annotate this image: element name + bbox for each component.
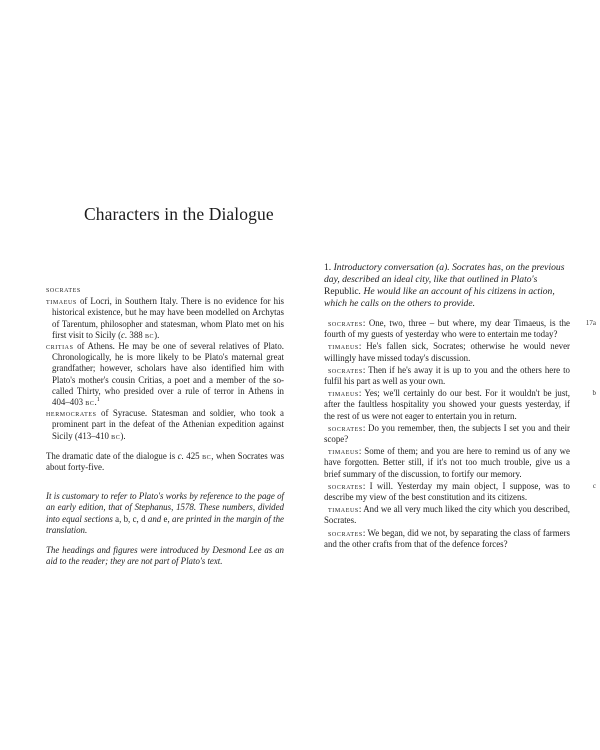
speaker-name: timaeus [328,446,359,457]
section-heading [324,262,570,310]
character-name: hermocrates [46,408,97,419]
section-letter-e: e [163,513,168,524]
dialogue-text [324,262,596,550]
character-description: of Locri, in Southern Italy. There is no evidence for his historical existence, but he may have been modelled on Archytas of Tarentum, philosopher and statesman, whom Plato met on his first visit to Sicily ( [52,296,284,340]
year-text: 388 [127,329,145,340]
speech-line [324,446,570,480]
footnote-marker: 1 [96,397,100,404]
closing-punct: . [94,397,97,408]
speaker-name: timaeus [328,341,359,352]
stephanus-margin-number: 17a [585,319,596,327]
speech-line [324,365,570,387]
speaker-name: socrates [328,422,363,433]
speaker-name: socrates [328,480,363,491]
speech-line [324,480,596,503]
character-entry-timaeus [46,296,284,341]
dramatic-date [46,451,284,473]
era-mark: bc [144,329,155,340]
era-mark: bc [111,430,121,441]
speech-text: : One, two, three – but where, my dear Timaeus, is the fourth of my guests of yesterday who were to entertain me today? [324,318,570,340]
speaker-name: socrates [328,318,363,328]
note-text-end: , are printed in the margin of the translation. [46,513,284,535]
note-text: It is customary to refer to Plato's works by reference to the page of an early edition, that of Stephanus, 1578. These numbers, divided into equal sections [46,491,284,524]
section-heading-text: Introductory conversation (a). Socrates has, on the previous day, described an ideal city, like that outlined in Plato's [324,262,565,285]
circa-mark: c. [121,329,128,340]
speech-line [324,504,570,526]
characters-list [46,284,284,567]
speech-line [324,388,596,422]
stephanus-note [46,491,284,536]
right-page [300,0,600,750]
character-entry-critias [46,341,284,408]
speech-text: : I will. Yesterday my main object, I suppose, was to describe my view of the best constitution and its citizens. [324,480,570,503]
year-text: 425 [183,450,203,461]
era-mark: bc [202,450,212,461]
speech-text: : Some of them; and you are here to remind us of any we have forgotten. Better still, if it's not too much trouble, give us a brief summary of the discussion, to fortify our memory. [324,446,570,479]
section-number: 1. [324,262,332,273]
section-heading-text-end: . He would like an account of his citizens in action, which he calls on the others to provide. [324,286,555,309]
date-text-end: , when Socrates was about forty-five. [46,450,285,473]
character-entry-hermocrates [46,408,284,442]
stephanus-margin-letter: c [592,481,596,490]
speech-text: : Yes; we'll certainly do our best. For it wouldn't be just, after the faultless hospitality you showed your guests yesterday, if the rest of us were not eager to entertain you in return. [324,388,570,421]
speech-line [324,423,570,445]
speaker-name: socrates [328,364,363,375]
socrates-heading: socrates [46,284,81,294]
era-mark: bc [85,397,95,408]
circa-mark: c. [177,450,184,461]
headings-note: The headings and figures were introduced by Desmond Lee as an aid to the reader; they are not part of Plato's text. [46,545,284,567]
character-name: timaeus [46,296,77,307]
speech-line [324,528,570,550]
republic-title: Republic [324,286,359,297]
character-description: of Syracuse. Statesman and soldier, who took a prominent part in the defeat of the Athenian expedition against Sicily (413–410 [52,408,284,441]
speech-text: : And we all very much liked the city which you described, Socrates. [324,504,570,526]
date-text: The dramatic date of the dialogue is [46,450,178,461]
section-letters: a, b, c, d [115,513,146,524]
speaker-name: socrates [328,527,363,538]
speech-text: : Do you remember, then, the subjects I set you and their scope? [324,422,570,445]
closing-punct: ). [154,329,160,340]
speaker-name: timaeus [328,388,359,399]
speech-text: : We began, did we not, by separating the class of farmers and the other crafts from that of the defence forces? [324,527,570,549]
speech-line [324,341,570,363]
closing-punct: ). [120,430,126,441]
stephanus-margin-letter: b [592,389,596,398]
speech-text: : He's fallen sick, Socrates; otherwise he would never willingly have missed today's discussion. [324,341,570,363]
speech-line [324,318,596,340]
speech-text: : Then if he's away it is up to you and the others here to fulfil his part as well as your own. [324,364,570,387]
page-title: Characters in the Dialogue [84,204,274,224]
note-text: and [145,513,164,524]
character-description: of Athens. He may be one of several relatives of Plato. Chronologically, he is more likely to be Plato's maternal great grandfather; however, scholars have also identified him with Plato's mother's cousin Critias, a poet and a member of the so-called Thirty, who presided over a rule of terror in Athens in 404–403 [52,341,284,408]
character-name: critias [46,341,74,352]
speaker-name: timaeus [328,504,359,515]
